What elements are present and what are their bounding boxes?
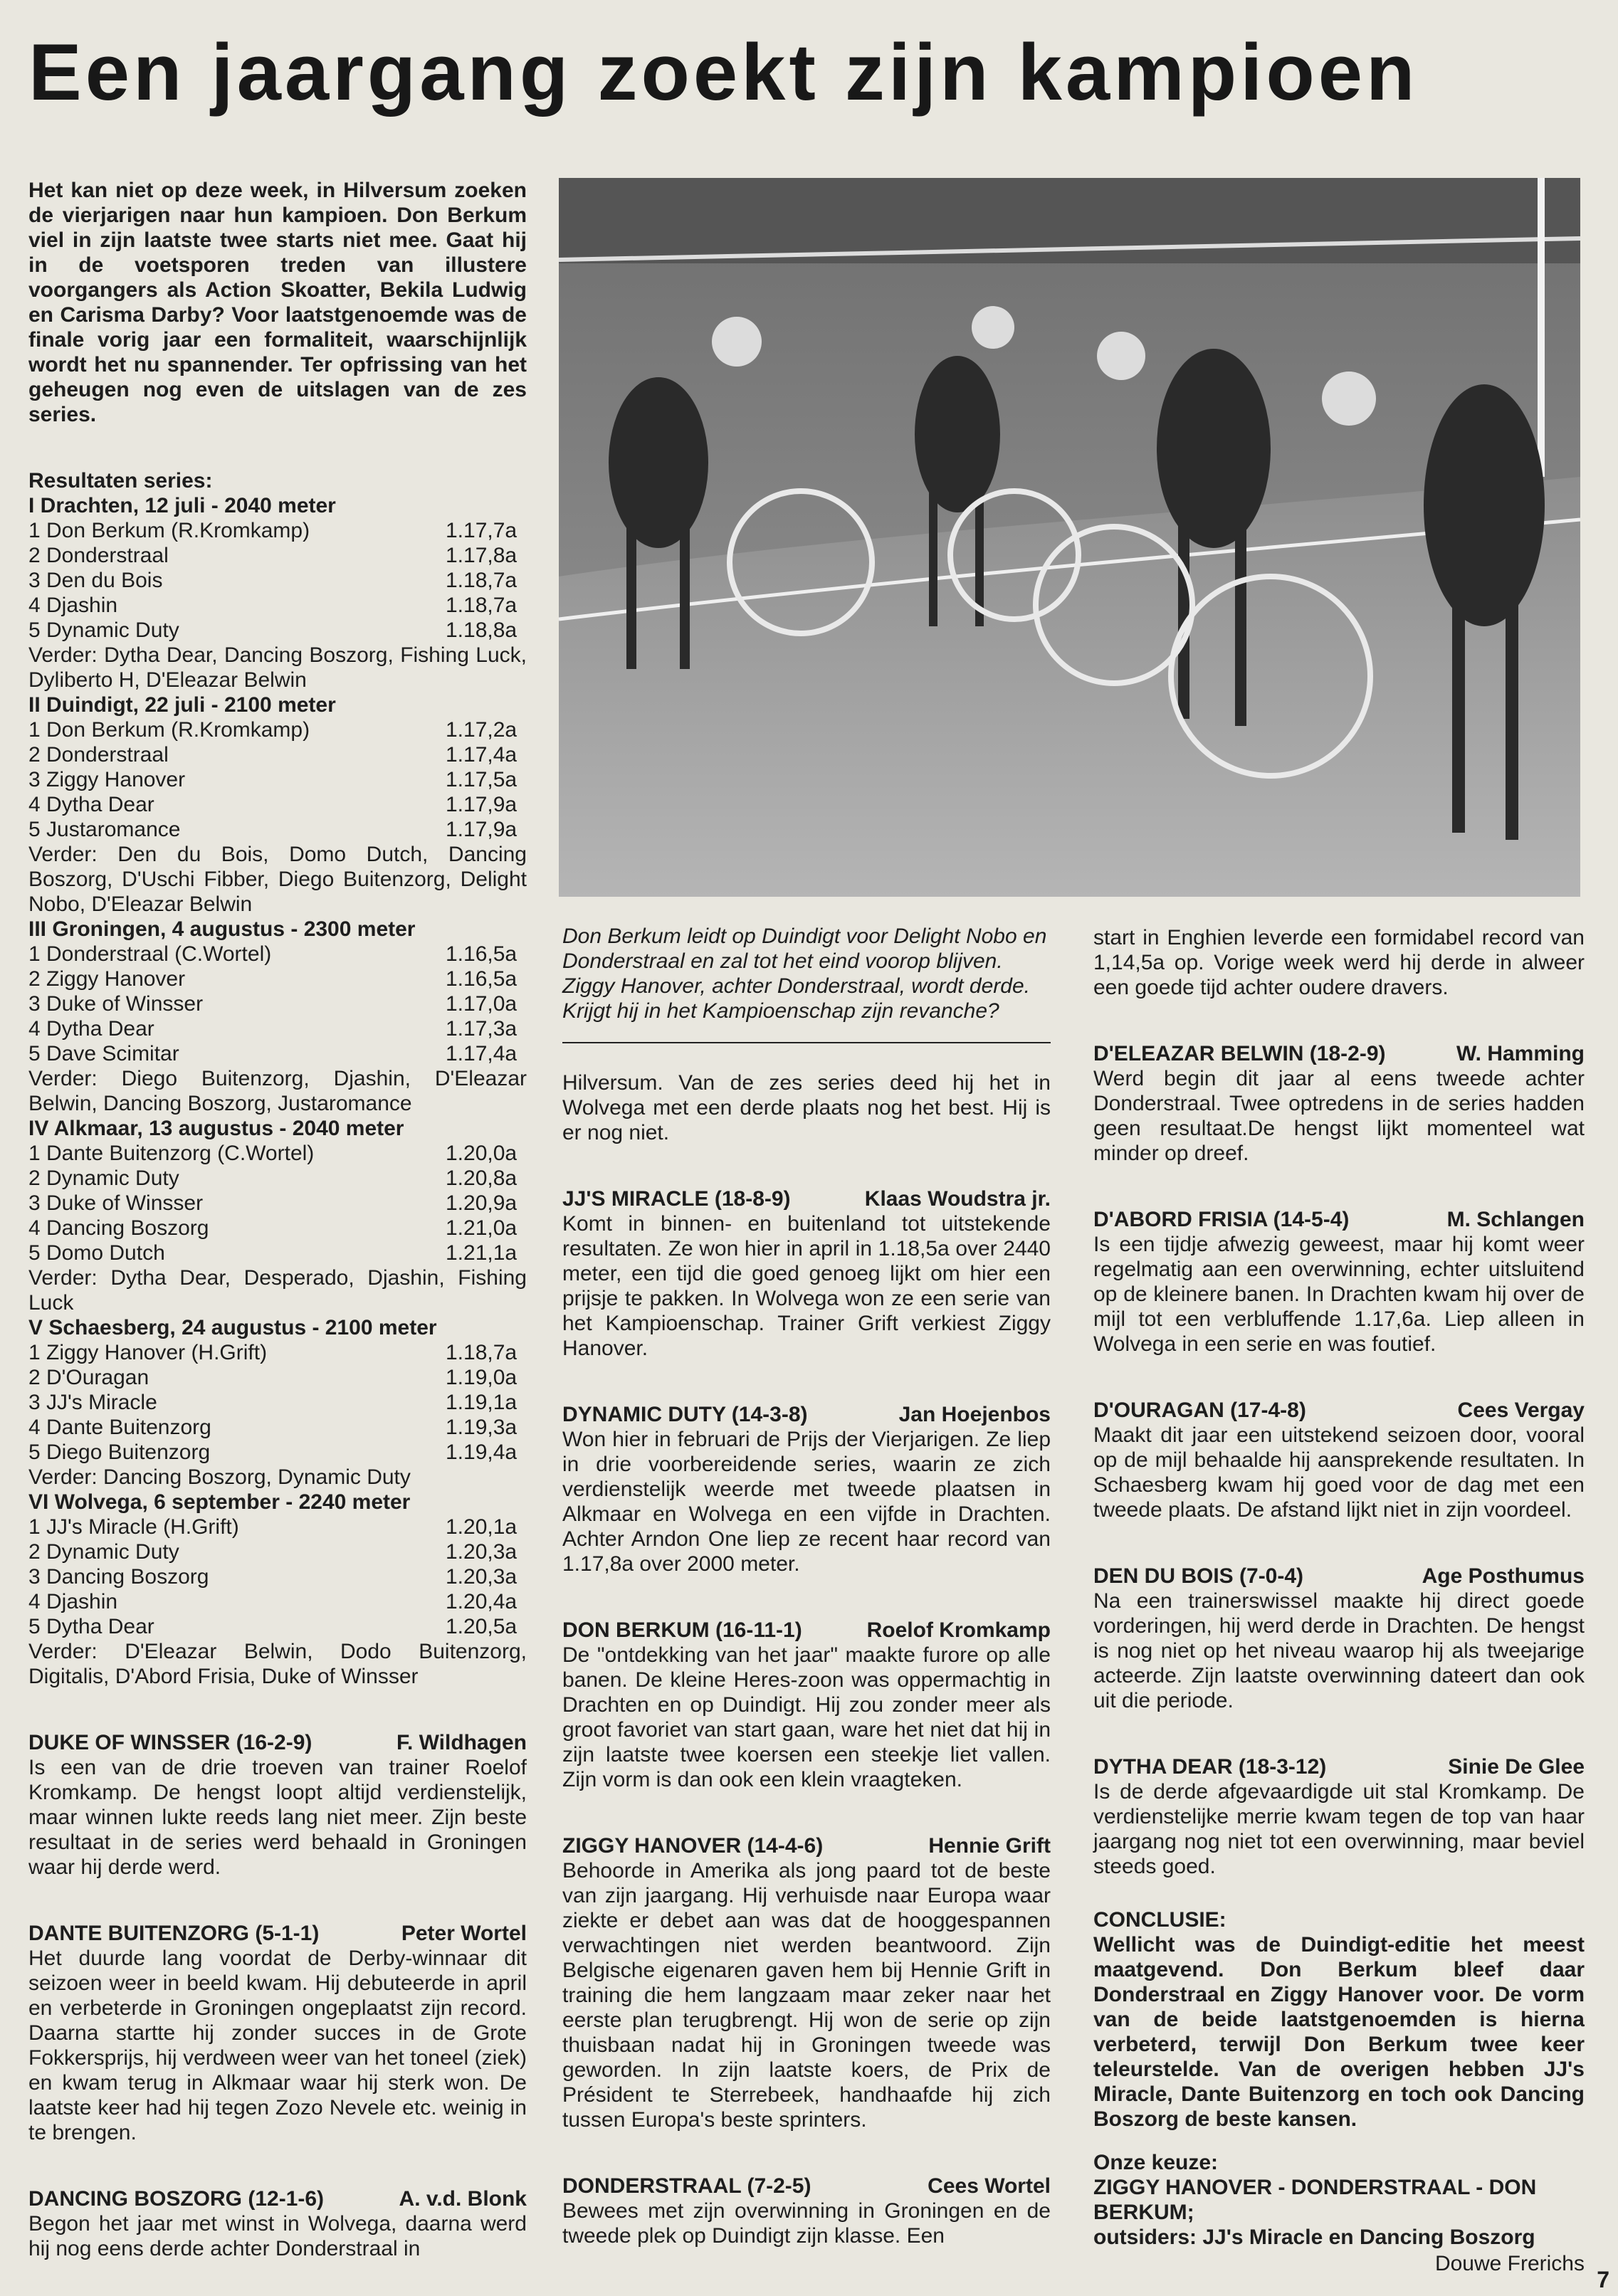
result-horse: 2 Ziggy Hanover bbox=[28, 967, 186, 991]
horse-description: Is een tijdje afwezig geweest, maar hij komt weer regelmatig aan een overwinning, echter uitsluitend op de kleinere banen. In Drachten kwam hij over de mijl tot een verbluffende 1.17,6a. Liep alleen in Wolvega in een serie en was foutief. bbox=[1093, 1233, 1585, 1356]
horse-name: ZIGGY HANOVER (14-4-6) bbox=[562, 1834, 824, 1858]
trainer-name: Sinie De Glee bbox=[1448, 1755, 1585, 1779]
horse-name: DANTE BUITENZORG (5-1-1) bbox=[28, 1922, 320, 1945]
result-row bbox=[28, 717, 527, 742]
result-row bbox=[28, 1016, 527, 1041]
result-time: 1.20,3a bbox=[446, 1565, 518, 1589]
keuze-line-2: outsiders: JJ's Miracle en Dancing Boszorg bbox=[1093, 2226, 1535, 2249]
result-row bbox=[28, 1564, 527, 1589]
result-row bbox=[28, 1365, 527, 1390]
race-verder: Verder: Dytha Dear, Desperado, Djashin, Fishing Luck bbox=[28, 1266, 527, 1315]
result-horse: 3 Den du Bois bbox=[28, 569, 163, 592]
trainer-name: Klaas Woudstra jr. bbox=[864, 1187, 1051, 1211]
horse-description: De "ontdekking van het jaar" maakte furore op alle banen. De kleine Heres-zoon was oppermachtig in Drachten en op Duindigt. Hij zou zonder meer als groot favoriet van start gaan, ware het niet dat hij in zijn laatste twee koersen een steekje liet vallen. Zijn vorm is dan ook een klein vraagteken. bbox=[562, 1643, 1051, 1791]
result-horse: 2 Dynamic Duty bbox=[28, 1540, 179, 1564]
horse-heading bbox=[562, 2174, 1051, 2198]
result-time: 1.16,5a bbox=[446, 967, 518, 991]
result-time: 1.17,8a bbox=[446, 544, 518, 567]
result-row bbox=[28, 1589, 527, 1614]
result-row bbox=[28, 1191, 527, 1216]
horse-heading bbox=[562, 1833, 1051, 1858]
race-block bbox=[28, 1116, 527, 1315]
result-row bbox=[28, 1440, 527, 1465]
result-horse: 3 Ziggy Hanover bbox=[28, 768, 186, 791]
result-horse: 1 Don Berkum (R.Kromkamp) bbox=[28, 519, 310, 542]
horse-name: DYTHA DEAR (18-3-12) bbox=[1093, 1755, 1327, 1779]
horse-heading bbox=[28, 2186, 527, 2211]
race-verder: Verder: Dytha Dear, Dancing Boszorg, Fishing Luck, Dyliberto H, D'Eleazar Belwin bbox=[28, 643, 527, 692]
race-heading: II Duindigt, 22 juli - 2100 meter bbox=[28, 693, 336, 717]
col2-horse-sections bbox=[562, 1186, 1051, 2248]
race-heading: III Groningen, 4 augustus - 2300 meter bbox=[28, 917, 416, 941]
result-row bbox=[28, 1041, 527, 1066]
result-row bbox=[28, 1614, 527, 1639]
result-time: 1.20,5a bbox=[446, 1615, 518, 1638]
horse-section bbox=[1093, 1564, 1585, 1713]
result-time: 1.17,4a bbox=[446, 1042, 518, 1065]
result-horse: 3 Duke of Winsser bbox=[28, 1191, 204, 1215]
result-time: 1.19,1a bbox=[446, 1391, 518, 1414]
column-left bbox=[28, 178, 527, 2261]
conclusion-heading: CONCLUSIE: bbox=[1093, 1908, 1226, 1932]
result-time: 1.17,7a bbox=[446, 519, 518, 542]
trainer-name: Age Posthumus bbox=[1422, 1564, 1585, 1588]
result-time: 1.20,1a bbox=[446, 1515, 518, 1539]
result-row bbox=[28, 593, 527, 618]
result-time: 1.17,0a bbox=[446, 992, 518, 1016]
horse-section bbox=[1093, 1398, 1585, 1522]
result-horse: 4 Dancing Boszorg bbox=[28, 1216, 209, 1240]
result-time: 1.21,1a bbox=[446, 1241, 518, 1265]
result-horse: 1 Dante Buitenzorg (C.Wortel) bbox=[28, 1142, 315, 1165]
page-number: 7 bbox=[1597, 2267, 1609, 2292]
trainer-name: Cees Vergay bbox=[1457, 1399, 1585, 1422]
result-horse: 5 Dytha Dear bbox=[28, 1615, 154, 1638]
result-horse: 4 Dante Buitenzorg bbox=[28, 1416, 211, 1439]
column-middle bbox=[562, 924, 1051, 2248]
result-time: 1.20,9a bbox=[446, 1191, 518, 1215]
horse-section bbox=[562, 1618, 1051, 1792]
horse-heading bbox=[1093, 1564, 1585, 1589]
page-title: Een jaargang zoekt zijn kampioen bbox=[28, 28, 1419, 117]
result-time: 1.17,5a bbox=[446, 768, 518, 791]
author-name: Douwe Frerichs bbox=[1434, 2252, 1585, 2275]
horse-name: JJ'S MIRACLE (18-8-9) bbox=[562, 1187, 791, 1211]
result-time: 1.16,5a bbox=[446, 942, 518, 966]
horse-heading bbox=[1093, 1398, 1585, 1423]
keuze-line-1: ZIGGY HANOVER - DONDERSTRAAL - DON BERKUM; bbox=[1093, 2176, 1537, 2224]
result-time: 1.18,7a bbox=[446, 1341, 518, 1364]
race-heading: IV Alkmaar, 13 augustus - 2040 meter bbox=[28, 1117, 404, 1140]
horse-description: Won hier in februari de Prijs der Vierjarigen. Ze liep in drie voorbereidende series, waarin ze zich verdienstelijk weerde met tweede plaatsen in Alkmaar en Wolvega en een vijfde in Drachten. Achter Arndon One liep ze recent haar record van 1.17,8a over 2000 meter. bbox=[562, 1428, 1051, 1576]
result-row bbox=[28, 1415, 527, 1440]
column-right bbox=[1093, 925, 1585, 2276]
result-time: 1.20,3a bbox=[446, 1540, 518, 1564]
conclusion-text: Wellicht was de Duindigt-editie het meest maatgevend. Don Berkum bleef daar Donderstraal en Ziggy Hanover voor. De vorm van de beide laatstgenoemden is hierna verbeterd, terwijl Don Berkum twee keer teleurstelde. Van de overigen hebben JJ's Miracle, Dante Buitenzorg en toch ook Dancing Boszorg de beste kansen. bbox=[1093, 1933, 1585, 2131]
horse-name: DYNAMIC DUTY (14-3-8) bbox=[562, 1403, 808, 1426]
race-block bbox=[28, 1315, 527, 1490]
horse-name: DONDERSTRAAL (7-2-5) bbox=[562, 2174, 811, 2198]
race-verder: Verder: Diego Buitenzorg, Djashin, D'Eleazar Belwin, Dancing Boszorg, Justaromance bbox=[28, 1067, 527, 1115]
horse-heading bbox=[1093, 1754, 1585, 1779]
race-block bbox=[28, 1490, 527, 1689]
result-horse: 2 Donderstraal bbox=[28, 743, 169, 767]
result-time: 1.17,4a bbox=[446, 743, 518, 767]
result-horse: 5 Dave Scimitar bbox=[28, 1042, 179, 1065]
trainer-name: M. Schlangen bbox=[1446, 1208, 1585, 1231]
result-horse: 3 Duke of Winsser bbox=[28, 992, 204, 1016]
result-horse: 3 Dancing Boszorg bbox=[28, 1565, 209, 1589]
horse-section bbox=[28, 1921, 527, 2145]
horse-name: DANCING BOSZORG (12-1-6) bbox=[28, 2187, 325, 2211]
result-time: 1.19,0a bbox=[446, 1366, 518, 1389]
col3-intro: start in Enghien leverde een formidabel record van 1,14,5a op. Vorige week werd hij derde in alweer een goede tijd achter oudere dravers. bbox=[1093, 926, 1585, 999]
result-horse: 2 D'Ouragan bbox=[28, 1366, 149, 1389]
result-horse: 2 Donderstraal bbox=[28, 544, 169, 567]
horse-heading bbox=[1093, 1041, 1585, 1066]
result-row bbox=[28, 817, 527, 842]
horse-description: Bewees met zijn overwinning in Groningen en de tweede plek op Duindigt zijn klasse. Een bbox=[562, 2199, 1051, 2248]
results-title: Resultaten series: bbox=[28, 469, 213, 493]
conclusion-block bbox=[1093, 1907, 1585, 2276]
race-photo bbox=[559, 178, 1580, 897]
result-horse: 1 JJ's Miracle (H.Grift) bbox=[28, 1515, 239, 1539]
horse-description: Komt in binnen- en buitenland tot uitstekende resultaten. Ze won hier in april in 1.18,5a over 2440 meter, een tijd die goed genoeg lijkt om hier een prijsje te pakken. In Wolvega won ze een serie van het Kampioenschap. Trainer Grift verkiest Ziggy Hanover. bbox=[562, 1212, 1051, 1360]
race-verder: Verder: Den du Bois, Domo Dutch, Dancing Boszorg, D'Uschi Fibber, Diego Buitenzorg, Delight Nobo, D'Eleazar Belwin bbox=[28, 843, 527, 916]
horse-description: Begon het jaar met winst in Wolvega, daarna werd hij nog eens derde achter Donderstraal in bbox=[28, 2212, 527, 2260]
col2-intro: Hilversum. Van de zes series deed hij het in Wolvega met een derde plaats nog het best. Hij is er nog niet. bbox=[562, 1071, 1051, 1144]
horse-section bbox=[562, 1402, 1051, 1576]
result-row bbox=[28, 1216, 527, 1241]
horse-name: D'ABORD FRISIA (14-5-4) bbox=[1093, 1208, 1350, 1231]
trainer-name: Hennie Grift bbox=[928, 1834, 1051, 1858]
result-row bbox=[28, 1241, 527, 1265]
horse-section bbox=[562, 2174, 1051, 2248]
result-horse: 4 Dytha Dear bbox=[28, 1017, 154, 1041]
horse-section bbox=[562, 1833, 1051, 2132]
horse-section bbox=[562, 1186, 1051, 1361]
trainer-name: Roelof Kromkamp bbox=[866, 1618, 1051, 1642]
col1-horse-sections bbox=[28, 1730, 527, 2261]
result-time: 1.20,4a bbox=[446, 1590, 518, 1613]
horse-name: DON BERKUM (16-11-1) bbox=[562, 1618, 802, 1642]
result-horse: 5 Diego Buitenzorg bbox=[28, 1441, 211, 1464]
result-time: 1.20,8a bbox=[446, 1167, 518, 1190]
horse-description: Is een van de drie troeven van trainer Roelof Kromkamp. De hengst loopt altijd verdienstelijk, maar winnen lukte reeds lang niet meer. Zijn beste resultaat in de series werd behaald in Groningen waar hij derde werd. bbox=[28, 1756, 527, 1879]
result-row bbox=[28, 568, 527, 593]
result-row bbox=[28, 991, 527, 1016]
horse-description: Is de derde afgevaardigde uit stal Kromkamp. De verdienstelijke merrie kwam tegen de top van haar jaargang nog niet tot een overwinning, maar beviel steeds goed. bbox=[1093, 1780, 1585, 1878]
horse-description: Na een trainerswissel maakte hij direct goede vorderingen, hij werd derde in Drachten. De hengst is nog niet op het niveau waarop hij als tweejarige acteerde. Zijn laatste overwinning dateert dan ook uit die periode. bbox=[1093, 1589, 1585, 1712]
result-time: 1.18,7a bbox=[446, 569, 518, 592]
result-horse: 5 Domo Dutch bbox=[28, 1241, 165, 1265]
trainer-name: A. v.d. Blonk bbox=[399, 2187, 527, 2211]
horse-heading bbox=[28, 1730, 527, 1755]
horse-description: Werd begin dit jaar al eens tweede achter Donderstraal. Twee optredens in de series hadden geen resultaat.De hengst lijkt momenteel wat minder op dreef. bbox=[1093, 1067, 1585, 1165]
result-time: 1.17,9a bbox=[446, 793, 518, 816]
horse-section bbox=[1093, 1041, 1585, 1166]
horse-section bbox=[1093, 1754, 1585, 1879]
photo-caption: Don Berkum leidt op Duindigt voor Delight Nobo en Donderstraal en zal tot het eind voorop blijven. Ziggy Hanover, achter Donderstraal, wordt derde. Krijgt hij in het Kampioenschap zijn revanche? bbox=[562, 924, 1051, 1043]
col3-horse-sections bbox=[1093, 1041, 1585, 1879]
trainer-name: W. Hamming bbox=[1456, 1042, 1585, 1065]
trainer-name: F. Wildhagen bbox=[396, 1731, 527, 1754]
result-row bbox=[28, 1166, 527, 1191]
race-block bbox=[28, 693, 527, 917]
race-verder: Verder: D'Eleazar Belwin, Dodo Buitenzorg, Digitalis, D'Abord Frisia, Duke of Winsser bbox=[28, 1640, 527, 1688]
horse-name: DUKE OF WINSSER (16-2-9) bbox=[28, 1731, 312, 1754]
result-horse: 4 Dytha Dear bbox=[28, 793, 154, 816]
horse-description: Behoorde in Amerika als jong paard tot de beste van zijn jaargang. Hij verhuisde naar Europa waar ziekte er debet aan was dat de hooggespannen verwachtingen niet werden beantwoord. Zijn Belgische eigenaren gaven hem bij Hennie Grift in training die hem langzaam maar zeker naar het eerste plan terugbrengt. Hij won de serie op zijn thuisbaan nadat hij in Groningen tweede was geworden. In zijn laatste koers, de Prix de Président te Sterrebeek, handhaafde hij zich tussen Europa's beste sprinters. bbox=[562, 1859, 1051, 2132]
result-row bbox=[28, 967, 527, 991]
result-row bbox=[28, 1340, 527, 1365]
result-time: 1.17,2a bbox=[446, 718, 518, 742]
result-time: 1.21,0a bbox=[446, 1216, 518, 1240]
result-horse: 5 Justaromance bbox=[28, 818, 181, 841]
result-horse: 2 Dynamic Duty bbox=[28, 1167, 179, 1190]
intro-paragraph: Het kan niet op deze week, in Hilversum zoeken de vierjarigen naar hun kampioen. Don Berkum viel in zijn laatste twee starts niet mee. Gaat hij in de voetsporen treden van illustere voorgangers als Action Skoatter, Bekila Ludwig en Carisma Darby? Voor laatstgenoemde was de finale vorig jaar een formaliteit, waarschijnlijk wordt het nu spannender. Ter opfrissing van het geheugen nog even de uitslagen van de zes series. bbox=[28, 179, 527, 426]
result-horse: 4 Djashin bbox=[28, 1590, 118, 1613]
horse-name: DEN DU BOIS (7-0-4) bbox=[1093, 1564, 1304, 1588]
horse-name: D'ELEAZAR BELWIN (18-2-9) bbox=[1093, 1042, 1386, 1065]
horse-description: Het duurde lang voordat de Derby-winnaar dit seizoen weer in beeld kwam. Hij debuteerde in april en verbeterde in Groningen ongeplaatst zijn record. Daarna startte hij zonder succes in de Grote Fokkersprijs, hij verdween weer van het toneel (ziek) en kwam terug in Alkmaar waar hij sterk won. De laatste keer had hij tegen Zozo Nevele etc. weinig in te brengen. bbox=[28, 1947, 527, 2144]
result-time: 1.19,3a bbox=[446, 1416, 518, 1439]
race-verder: Verder: Dancing Boszorg, Dynamic Duty bbox=[28, 1465, 411, 1489]
horse-section bbox=[28, 2186, 527, 2261]
result-row bbox=[28, 1539, 527, 1564]
trotting-race-image bbox=[559, 178, 1580, 897]
result-horse: 1 Don Berkum (R.Kromkamp) bbox=[28, 718, 310, 742]
horse-description: Maakt dit jaar een uitstekend seizoen door, vooral op de mijl behaalde hij aansprekende resultaten. In Schaesberg kwam hij goed voor de dag met een tweede plaats. De afstand lijkt niet in zijn voordeel. bbox=[1093, 1423, 1585, 1522]
horse-heading bbox=[28, 1921, 527, 1946]
result-row bbox=[28, 543, 527, 568]
result-time: 1.20,0a bbox=[446, 1142, 518, 1165]
result-row bbox=[28, 1390, 527, 1415]
keuze-heading: Onze keuze: bbox=[1093, 2151, 1219, 2174]
trainer-name: Jan Hoejenbos bbox=[898, 1403, 1051, 1426]
horse-section bbox=[1093, 1207, 1585, 1357]
result-row bbox=[28, 792, 527, 817]
result-row bbox=[28, 742, 527, 767]
result-row bbox=[28, 1141, 527, 1166]
result-row bbox=[28, 618, 527, 643]
race-heading: V Schaesberg, 24 augustus - 2100 meter bbox=[28, 1316, 437, 1339]
horse-name: D'OURAGAN (17-4-8) bbox=[1093, 1399, 1306, 1422]
result-time: 1.17,9a bbox=[446, 818, 518, 841]
result-row bbox=[28, 518, 527, 543]
result-time: 1.18,8a bbox=[446, 618, 518, 642]
race-block bbox=[28, 493, 527, 693]
results-list bbox=[28, 493, 527, 1689]
result-horse: 5 Dynamic Duty bbox=[28, 618, 179, 642]
result-horse: 3 JJ's Miracle bbox=[28, 1391, 157, 1414]
result-horse: 4 Djashin bbox=[28, 594, 118, 617]
race-heading: VI Wolvega, 6 september - 2240 meter bbox=[28, 1490, 411, 1514]
result-horse: 1 Ziggy Hanover (H.Grift) bbox=[28, 1341, 268, 1364]
result-row bbox=[28, 1515, 527, 1539]
horse-heading bbox=[562, 1402, 1051, 1427]
horse-heading bbox=[562, 1186, 1051, 1211]
race-heading: I Drachten, 12 juli - 2040 meter bbox=[28, 494, 336, 517]
trainer-name: Cees Wortel bbox=[928, 2174, 1051, 2198]
trainer-name: Peter Wortel bbox=[401, 1922, 527, 1945]
horse-heading bbox=[1093, 1207, 1585, 1232]
result-row bbox=[28, 767, 527, 792]
result-time: 1.19,4a bbox=[446, 1441, 518, 1464]
result-time: 1.18,7a bbox=[446, 594, 518, 617]
result-row bbox=[28, 942, 527, 967]
result-horse: 1 Donderstraal (C.Wortel) bbox=[28, 942, 272, 966]
horse-section bbox=[28, 1730, 527, 1880]
race-block bbox=[28, 917, 527, 1116]
result-time: 1.17,3a bbox=[446, 1017, 518, 1041]
horse-heading bbox=[562, 1618, 1051, 1643]
